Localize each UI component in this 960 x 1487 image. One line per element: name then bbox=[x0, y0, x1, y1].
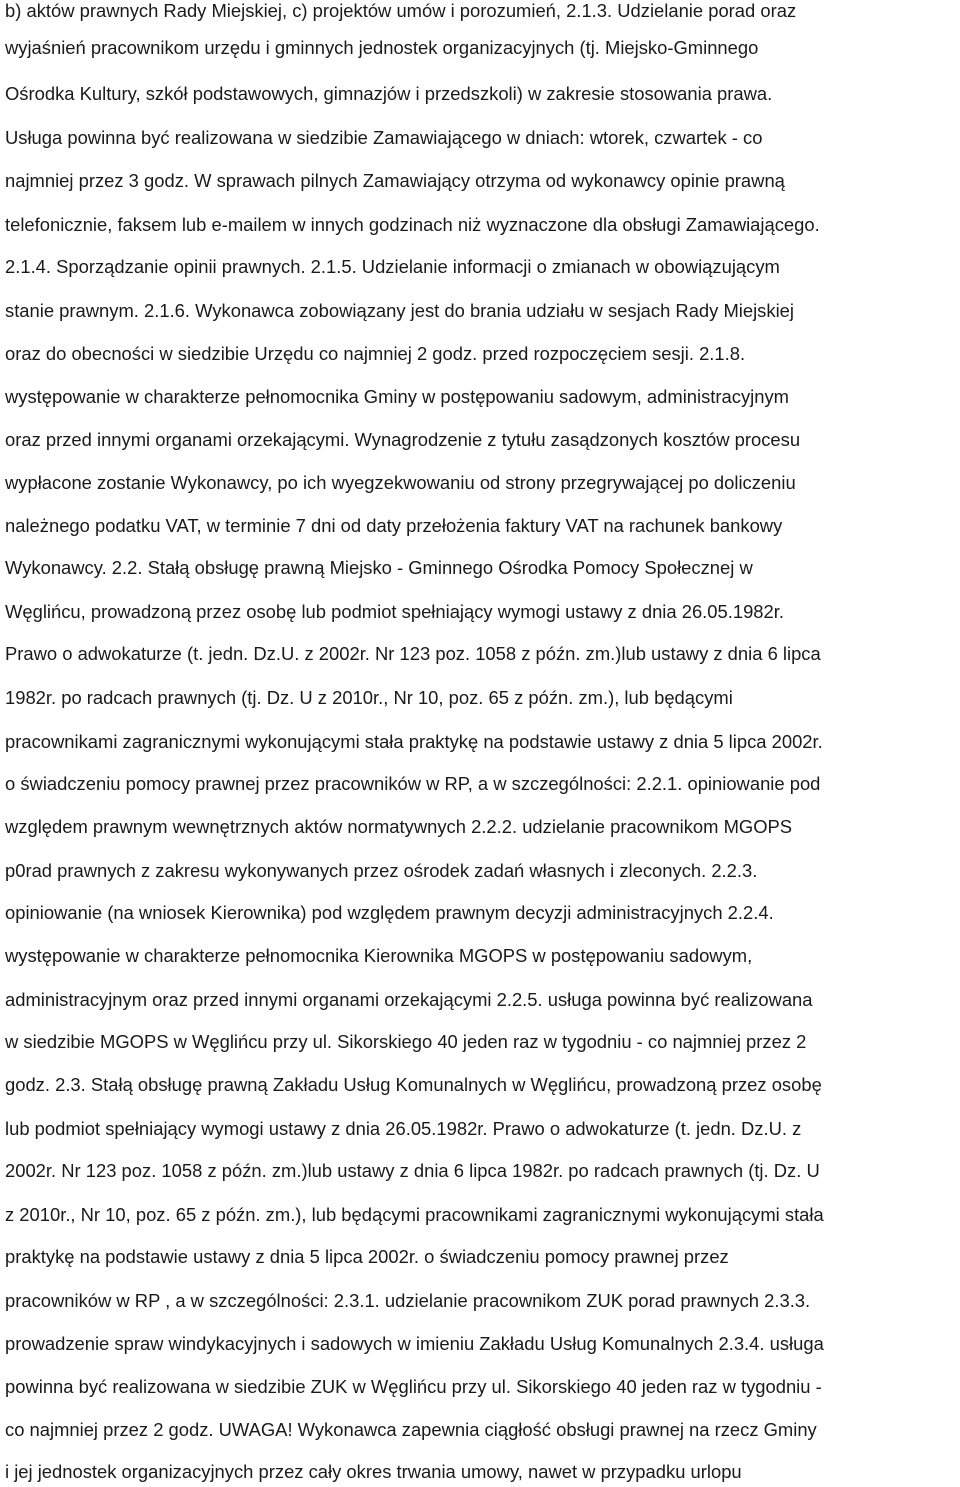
text-line: o świadczeniu pomocy prawnej przez pracowników w RP, a w szczególności: 2.2.1. opiniowanie pod bbox=[5, 773, 821, 794]
text-line: pracownikami zagranicznymi wykonującymi stała praktykę na podstawie ustawy z dnia 5 lipca 2002r. bbox=[5, 731, 823, 752]
text-line: Wykonawcy. 2.2. Stałą obsługę prawną Miejsko - Gminnego Ośrodka Pomocy Społecznej w bbox=[5, 557, 753, 578]
text-line: występowanie w charakterze pełnomocnika Gminy w postępowaniu sadowym, administracyjnym bbox=[5, 386, 789, 407]
text-line: 1982r. po radcach prawnych (tj. Dz. U z 2010r., Nr 10, poz. 65 z późn. zm.), lub będącymi bbox=[5, 687, 733, 708]
text-line: p0rad prawnych z zakresu wykonywanych przez ośrodek zadań własnych i zleconych. 2.2.3. bbox=[5, 860, 758, 881]
text-line: stanie prawnym. 2.1.6. Wykonawca zobowiązany jest do brania udziału w sesjach Rady Miejskiej bbox=[5, 300, 794, 321]
text-line: wypłacone zostanie Wykonawcy, po ich wyegzekwowaniu od strony przegrywającej po doliczeniu bbox=[5, 472, 796, 493]
text-line: oraz przed innymi organami orzekającymi. Wynagrodzenie z tytułu zasądzonych kosztów procesu bbox=[5, 429, 801, 450]
text-line: należnego podatku VAT, w terminie 7 dni od daty przełożenia faktury VAT na rachunek bankowy bbox=[5, 515, 783, 536]
text-line: w siedzibie MGOPS w Węglińcu przy ul. Sikorskiego 40 jeden raz w tygodniu - co najmniej przez 2 bbox=[5, 1031, 807, 1052]
text-line: oraz do obecności w siedzibie Urzędu co najmniej 2 godz. przed rozpoczęciem sesji. 2.1.8. bbox=[5, 343, 746, 364]
text-line: b) aktów prawnych Rady Miejskiej, c) projektów umów i porozumień, 2.1.3. Udzielanie porad oraz bbox=[5, 0, 797, 21]
text-line: co najmniej przez 2 godz. UWAGA! Wykonawca zapewnia ciągłość obsługi prawnej na rzecz Gminy bbox=[5, 1419, 817, 1440]
text-line: administracyjnym oraz przed innymi organami orzekającymi 2.2.5. usługa powinna być realizowana bbox=[5, 989, 813, 1010]
text-line: telefonicznie, faksem lub e-mailem w innych godzinach niż wyznaczone dla obsługi Zamawiającego. bbox=[5, 214, 820, 235]
text-line: wyjaśnień pracownikom urzędu i gminnych jednostek organizacyjnych (tj. Miejsko-Gminnego bbox=[5, 37, 759, 58]
text-line: Ośrodka Kultury, szkół podstawowych, gimnazjów i przedszkoli) w zakresie stosowania prawa. bbox=[5, 83, 773, 104]
text-line: 2002r. Nr 123 poz. 1058 z późn. zm.)lub ustawy z dnia 6 lipca 1982r. po radcach prawnych (tj. Dz. U bbox=[5, 1160, 820, 1181]
text-line: powinna być realizowana w siedzibie ZUK w Węglińcu przy ul. Sikorskiego 40 jeden raz w tygodniu - bbox=[5, 1376, 822, 1397]
text-line: Prawo o adwokaturze (t. jedn. Dz.U. z 2002r. Nr 123 poz. 1058 z późn. zm.)lub ustawy z dnia 6 lipca bbox=[5, 643, 821, 664]
text-line: występowanie w charakterze pełnomocnika Kierownika MGOPS w postępowaniu sadowym, bbox=[5, 945, 753, 966]
text-line: 2.1.4. Sporządzanie opinii prawnych. 2.1.5. Udzielanie informacji o zmianach w obowiązującym bbox=[5, 256, 780, 277]
text-line: Węglińcu, prowadzoną przez osobę lub podmiot spełniający wymogi ustawy z dnia 26.05.1982r. bbox=[5, 601, 784, 622]
text-line: lub podmiot spełniający wymogi ustawy z dnia 26.05.1982r. Prawo o adwokaturze (t. jedn. Dz.U. z bbox=[5, 1118, 802, 1139]
text-line: godz. 2.3. Stałą obsługę prawną Zakładu Usług Komunalnych w Węglińcu, prowadzoną przez osobę bbox=[5, 1074, 822, 1095]
text-line: najmniej przez 3 godz. W sprawach pilnych Zamawiający otrzyma od wykonawcy opinie prawną bbox=[5, 170, 785, 191]
text-line: pracowników w RP , a w szczególności: 2.3.1. udzielanie pracownikom ZUK porad prawnych 2.3.3. bbox=[5, 1290, 811, 1311]
text-line: opiniowanie (na wniosek Kierownika) pod względem prawnym decyzji administracyjnych 2.2.4. bbox=[5, 902, 774, 923]
text-line: praktykę na podstawie ustawy z dnia 5 lipca 2002r. o świadczeniu pomocy prawnej przez bbox=[5, 1246, 729, 1267]
text-line: i jej jednostek organizacyjnych przez cały okres trwania umowy, nawet w przypadku urlopu bbox=[5, 1461, 742, 1482]
text-line: z 2010r., Nr 10, poz. 65 z późn. zm.), lub będącymi pracownikami zagranicznymi wykonującymi stała bbox=[5, 1204, 824, 1225]
text-line: Usługa powinna być realizowana w siedzibie Zamawiającego w dniach: wtorek, czwartek - co bbox=[5, 127, 763, 148]
text-line: względem prawnym wewnętrznych aktów normatywnych 2.2.2. udzielanie pracownikom MGOPS bbox=[5, 816, 793, 837]
text-line: prowadzenie spraw windykacyjnych i sadowych w imieniu Zakładu Usług Komunalnych 2.3.4. usługa bbox=[5, 1333, 824, 1354]
